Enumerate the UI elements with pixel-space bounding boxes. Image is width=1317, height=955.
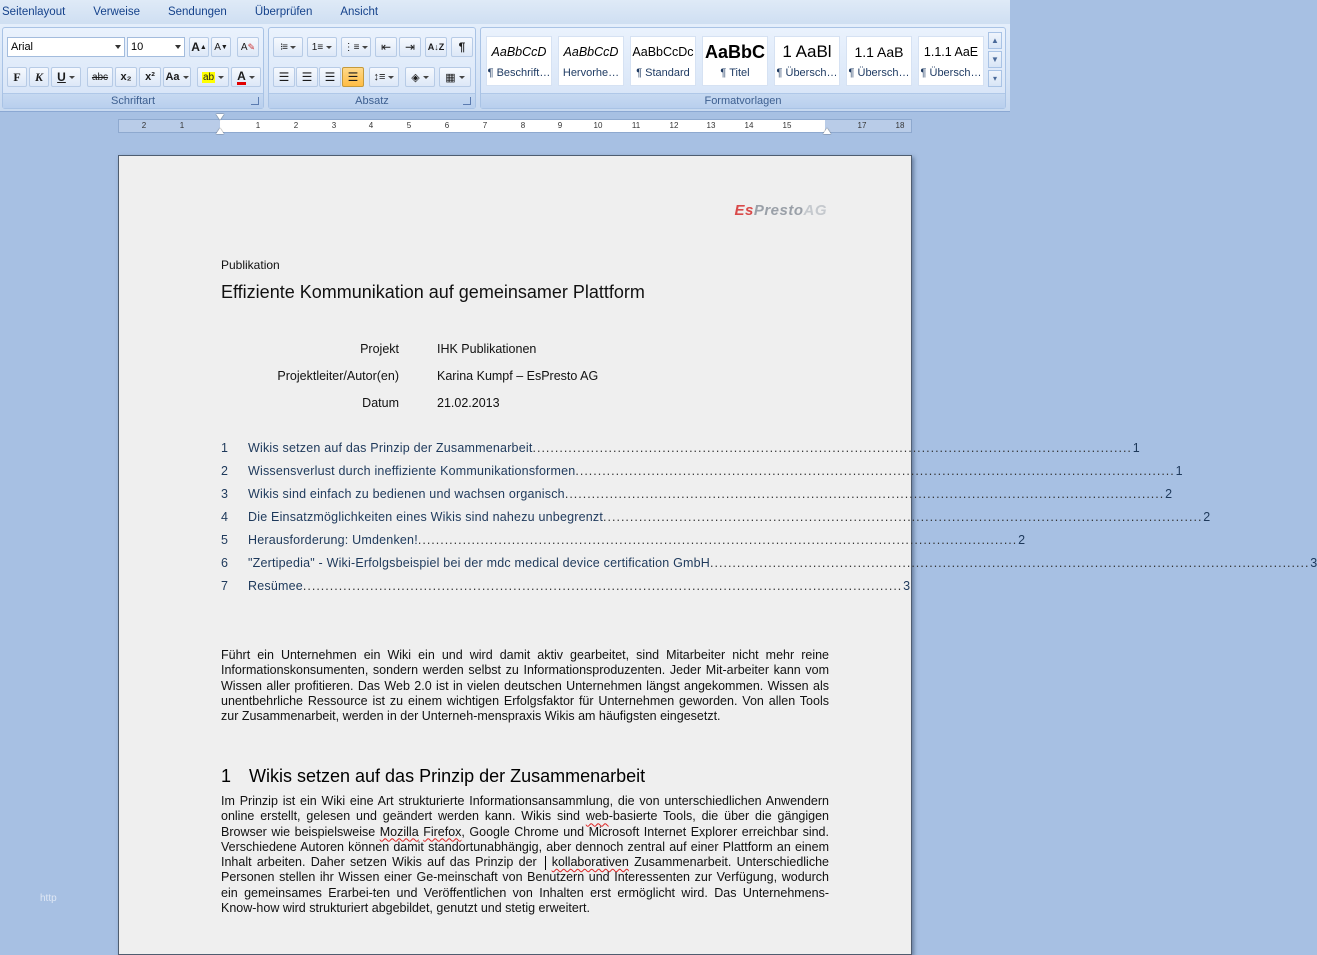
style-tile-ueberschrift-3[interactable] bbox=[918, 36, 984, 86]
body-text: -basierte Tools, die über die gängigen Browser wie beispielsweise bbox=[221, 809, 829, 839]
logo-part-ag: AG bbox=[803, 202, 827, 219]
styles-group bbox=[480, 27, 1006, 109]
intro-paragraph: Führt ein Unternehmen ein Wiki ein und wird damit aktiv gearbeitet, sind Mitarbeiter nicht mehr reine Informationskonsumenten, sondern werden selbst zu Informationsproduzenten. Jeder Mit-arbeiter kann vom Wissen aller profitieren. Das Web 2.0 ist in vielen deutschen Unternehmen längst angekommen. Wissen als unentbehrliche Ressource ist zu einem wichtigen Erfolgsfaktor für Unternehmen geworden. Von allen Tools zur Zusammenarbeit, werden in der Unterneh-menspraxis Wikis am häufigsten eingesetzt. bbox=[221, 648, 829, 724]
section-1-body bbox=[221, 794, 829, 916]
chevron-down-icon bbox=[459, 76, 465, 79]
ruler-tick: 10 bbox=[593, 121, 603, 130]
ruler-tick: 5 bbox=[406, 121, 412, 130]
chevron-down-icon bbox=[218, 76, 224, 79]
body-text: Im Prinzip ist ein Wiki eine Art strukturierte Informationsansammlung, die von unterschiedlichen Anwendern online erstellt, gelesen und geändert werden kann. Wikis sind bbox=[221, 794, 829, 824]
grow-font-button[interactable]: A ▲ bbox=[189, 37, 209, 57]
section-title: Wikis setzen auf das Prinzip der Zusammenarbeit bbox=[249, 766, 646, 786]
toc-leader: ...................................................................................................................................... bbox=[302, 579, 903, 593]
toc-entry-5[interactable] bbox=[221, 533, 1026, 551]
align-center-button[interactable] bbox=[296, 67, 318, 87]
dialog-launcher-icon[interactable] bbox=[251, 97, 259, 105]
align-right-icon: ☰ bbox=[324, 70, 336, 84]
style-tile-hervorhebung[interactable] bbox=[558, 36, 624, 86]
spellcheck-word[interactable]: Mozilla bbox=[379, 824, 419, 839]
decrease-indent-icon: ⇤ bbox=[380, 40, 392, 54]
style-tile-titel[interactable] bbox=[702, 36, 768, 86]
ruler-tick: 12 bbox=[669, 121, 679, 130]
strikethrough-icon: abc bbox=[91, 71, 109, 83]
body-text: Zusammenarbeit. Unterschiedliche Personen stellen ihr Wissen einer Ge-meinschaft von Benutzern und Interessenten zur Verfügung, wodurch ein gemeinsames Erarbei-ten und Veröffentlichen von Inhalten erst ermöglicht wird. Das Unternehmens-Know-how wird strukturiert abgebildet, genutzt und stetig erweitert. bbox=[221, 855, 829, 916]
toc-entry-2[interactable] bbox=[221, 464, 1183, 482]
ruler-tick: 3 bbox=[331, 121, 337, 130]
style-name: ¶ Übersch… bbox=[776, 67, 838, 79]
shrink-font-button[interactable]: A ▼ bbox=[211, 37, 231, 57]
toc-number: 3 bbox=[221, 487, 229, 501]
chevron-down-icon bbox=[249, 76, 255, 79]
ribbon-tab-bar bbox=[0, 0, 1010, 24]
chevron-down-icon bbox=[183, 76, 189, 79]
ruler-tick: 7 bbox=[482, 121, 488, 130]
chevron-down-icon bbox=[175, 45, 181, 49]
style-name: ¶ Übersch… bbox=[848, 67, 910, 79]
align-right-button[interactable] bbox=[319, 67, 341, 87]
style-sample: 1.1 AaB bbox=[854, 44, 904, 60]
ruler-tick: 18 bbox=[895, 121, 905, 130]
borders-button[interactable] bbox=[439, 67, 471, 87]
toc-text: Wikis sind einfach zu bedienen und wachsen organisch bbox=[248, 487, 565, 501]
toc-number: 2 bbox=[221, 464, 229, 478]
text-cursor bbox=[545, 856, 547, 870]
numbering-button[interactable] bbox=[307, 37, 337, 57]
ruler-tick: 8 bbox=[520, 121, 526, 130]
toc-number: 5 bbox=[221, 533, 229, 547]
underline-button[interactable] bbox=[51, 67, 81, 87]
chevron-down-icon bbox=[115, 45, 121, 49]
tab-ueberpruefen[interactable]: Überprüfen bbox=[254, 6, 313, 18]
ruler-tick: 4 bbox=[368, 121, 374, 130]
chevron-down-icon bbox=[290, 46, 296, 49]
toc-entry-3[interactable] bbox=[221, 487, 1173, 505]
section-heading-1 bbox=[221, 766, 645, 787]
meta-value: 21.02.2013 bbox=[437, 396, 500, 410]
toc-text: Resümee bbox=[248, 579, 303, 593]
logo-part-presto: Presto bbox=[753, 202, 804, 219]
meta-key: Datum bbox=[362, 396, 399, 410]
clear-formatting-icon: A bbox=[240, 41, 248, 53]
tab-verweise[interactable]: Verweise bbox=[93, 6, 140, 18]
justify-icon: ☰ bbox=[347, 70, 359, 84]
ruler-tick: 13 bbox=[706, 121, 716, 130]
toc-entry-6[interactable] bbox=[221, 556, 1317, 574]
ruler-tick: 1 bbox=[255, 121, 261, 130]
chevron-down-icon bbox=[362, 46, 368, 49]
increase-indent-button[interactable] bbox=[399, 37, 421, 57]
ruler-tick: 2 bbox=[141, 121, 147, 130]
horizontal-ruler[interactable] bbox=[118, 119, 912, 133]
bold-button[interactable] bbox=[7, 67, 27, 87]
shrink-font-icon: A bbox=[214, 41, 221, 53]
gallery-more-icon[interactable]: ▾ bbox=[988, 70, 1002, 87]
toc-page: 2 bbox=[1203, 510, 1211, 524]
toc-text: Wikis setzen auf das Prinzip der Zusammenarbeit bbox=[248, 441, 533, 455]
italic-button[interactable] bbox=[29, 67, 49, 87]
document-title: Effiziente Kommunikation auf gemeinsamer Plattform bbox=[221, 282, 645, 302]
numbered-list-icon: 1≡ bbox=[311, 41, 324, 53]
toc-page: 3 bbox=[1310, 556, 1317, 570]
toc-entry-4[interactable] bbox=[221, 510, 1211, 528]
clear-formatting-button[interactable]: A ✎ bbox=[237, 37, 259, 57]
font-size-combo[interactable] bbox=[127, 37, 185, 57]
ruler-tick: 1 bbox=[179, 121, 185, 130]
spellcheck-word[interactable]: web bbox=[585, 809, 609, 824]
ruler-tick: 11 bbox=[631, 121, 641, 130]
paragraph-group-label: Absatz bbox=[269, 93, 475, 108]
style-sample: AaBbCcD bbox=[491, 45, 547, 59]
toc-page: 3 bbox=[903, 579, 911, 593]
toc-leader: ...................................................................................................................................... bbox=[575, 464, 1175, 478]
align-center-icon: ☰ bbox=[301, 70, 313, 84]
change-case-button[interactable] bbox=[163, 67, 191, 87]
toc-leader: ...................................................................................................................................... bbox=[603, 510, 1203, 524]
show-formatting-button[interactable] bbox=[451, 37, 473, 57]
toc-text: Wissensverlust durch ineffiziente Kommunikationsformen bbox=[248, 464, 576, 478]
increase-indent-icon: ⇥ bbox=[404, 40, 416, 54]
chevron-down-icon bbox=[69, 76, 75, 79]
toc-page: 2 bbox=[1018, 533, 1026, 547]
sidebar-http-label: http bbox=[40, 893, 57, 904]
style-tile-ueberschrift-1[interactable] bbox=[774, 36, 840, 86]
style-name: ¶ Übersch… bbox=[920, 67, 982, 79]
toc-page: 2 bbox=[1165, 487, 1173, 501]
style-tile-beschriftung[interactable] bbox=[486, 36, 552, 86]
toc-leader: ...................................................................................................................................... bbox=[564, 487, 1165, 501]
ruler-tick: 2 bbox=[293, 121, 299, 130]
multilevel-list-button[interactable] bbox=[341, 37, 371, 57]
style-sample: AaBbCcD bbox=[563, 45, 619, 59]
paint-bucket-icon: ◈ bbox=[411, 71, 420, 84]
toc-entry-1[interactable] bbox=[221, 441, 1140, 459]
style-tile-standard[interactable] bbox=[630, 36, 696, 86]
strikethrough-button[interactable] bbox=[87, 67, 113, 87]
font-size-value: 10 bbox=[131, 41, 144, 53]
toc-number: 6 bbox=[221, 556, 229, 570]
spellcheck-word[interactable]: Firefox bbox=[423, 824, 462, 839]
spellcheck-word[interactable]: kollaborativen bbox=[551, 855, 629, 870]
meta-key: Projekt bbox=[360, 342, 399, 356]
logo-part-es: Es bbox=[734, 202, 754, 219]
espresto-logo bbox=[734, 202, 827, 219]
toc-number: 1 bbox=[221, 441, 229, 455]
align-left-button[interactable] bbox=[273, 67, 295, 87]
font-color-icon: A bbox=[237, 68, 246, 83]
justify-button[interactable] bbox=[342, 67, 364, 87]
bold-icon: F bbox=[13, 69, 21, 84]
first-line-indent-marker[interactable] bbox=[216, 114, 224, 120]
toc-leader: ...................................................................................................................................... bbox=[532, 441, 1132, 455]
superscript-icon: x² bbox=[145, 71, 155, 83]
change-case-icon: Aa bbox=[165, 71, 180, 83]
ruler-left-margin bbox=[119, 120, 220, 132]
sort-az-icon: A↓Z bbox=[427, 42, 445, 52]
chevron-down-icon bbox=[388, 76, 394, 79]
superscript-button[interactable] bbox=[139, 67, 161, 87]
gallery-scroll-up-icon[interactable]: ▲ bbox=[988, 32, 1002, 49]
toc-entry-7[interactable] bbox=[221, 579, 911, 597]
ruler-tick: 15 bbox=[782, 121, 792, 130]
toc-text: "Zertipedia" - Wiki-Erfolgsbeispiel bei der mdc medical device certification GmbH bbox=[248, 556, 711, 570]
bullets-button[interactable] bbox=[273, 37, 303, 57]
toc-leader: ...................................................................................................................................... bbox=[710, 556, 1310, 570]
document-page[interactable] bbox=[118, 155, 1317, 955]
bullet-list-icon: ⁝≡ bbox=[279, 41, 287, 53]
ruler-tick: 14 bbox=[744, 121, 754, 130]
toc-page: 1 bbox=[1132, 441, 1140, 455]
line-spacing-icon: ↕≡ bbox=[373, 71, 386, 83]
font-color-button[interactable] bbox=[231, 67, 261, 87]
border-grid-icon: ▦ bbox=[445, 71, 456, 84]
style-sample: 1 AaBl bbox=[782, 42, 832, 61]
ribbon bbox=[0, 24, 1010, 112]
font-name-combo[interactable] bbox=[7, 37, 125, 57]
tab-ansicht[interactable]: Ansicht bbox=[340, 6, 379, 18]
meta-value: Karina Kumpf – EsPresto AG bbox=[437, 369, 599, 383]
decrease-indent-button[interactable] bbox=[375, 37, 397, 57]
toc-number: 7 bbox=[221, 579, 229, 593]
style-sample: AaBbCcDc bbox=[632, 45, 694, 59]
chevron-down-icon bbox=[326, 46, 332, 49]
align-left-icon: ☰ bbox=[278, 70, 290, 84]
style-name: ¶ Titel bbox=[720, 67, 750, 79]
toc-text: Herausforderung: Umdenken! bbox=[248, 533, 418, 547]
hanging-indent-marker[interactable] bbox=[216, 128, 224, 134]
pilcrow-icon: ¶ bbox=[458, 40, 466, 54]
body-text: , Google Chrome und Microsoft Internet Explorer erreichbar sind. Verschiedene Autoren können damit standortunabhängig, aber dennoch zentral auf einer Plattform an einem Inhalt arbeiten. Daher setzen Wikis auf das Prinzip der bbox=[221, 824, 829, 870]
sort-button[interactable] bbox=[425, 37, 447, 57]
highlight-button[interactable] bbox=[197, 67, 229, 87]
line-spacing-button[interactable] bbox=[369, 67, 399, 87]
ruler-tick: 9 bbox=[557, 121, 563, 130]
style-name: Hervorhe… bbox=[562, 67, 620, 79]
style-name: ¶ Beschrift… bbox=[487, 67, 551, 79]
ruler-area bbox=[0, 113, 1010, 139]
toc-text: Die Einsatzmöglichkeiten eines Wikis sind nahezu unbegrenzt bbox=[248, 510, 604, 524]
ruler-tick: 6 bbox=[444, 121, 450, 130]
right-indent-marker[interactable] bbox=[823, 128, 831, 134]
paragraph-group bbox=[268, 27, 476, 109]
toc-page: 1 bbox=[1175, 464, 1183, 478]
tab-sendungen[interactable]: Sendungen bbox=[167, 6, 227, 18]
toc-leader: ...................................................................................................................................... bbox=[417, 533, 1018, 547]
chevron-down-icon bbox=[423, 76, 429, 79]
style-name: ¶ Standard bbox=[636, 67, 690, 79]
font-group-label: Schriftart bbox=[3, 93, 263, 108]
style-sample: 1.1.1 AaE bbox=[923, 45, 979, 59]
shading-button[interactable] bbox=[405, 67, 435, 87]
multilevel-list-icon: ⋮≡ bbox=[343, 41, 360, 53]
style-tile-ueberschrift-2[interactable] bbox=[846, 36, 912, 86]
subscript-icon: x₂ bbox=[120, 71, 132, 83]
gallery-scroll-down-icon[interactable]: ▼ bbox=[988, 51, 1002, 68]
underline-icon: U bbox=[57, 70, 66, 84]
document-kicker: Publikation bbox=[221, 258, 280, 272]
font-group bbox=[2, 27, 264, 109]
section-number: 1 bbox=[221, 766, 232, 786]
tab-seitenlayout[interactable]: Seitenlayout bbox=[2, 6, 66, 18]
subscript-button[interactable] bbox=[115, 67, 137, 87]
grow-font-icon: A bbox=[191, 40, 200, 54]
highlighter-icon: ab bbox=[202, 71, 215, 83]
font-name-value: Arial bbox=[11, 41, 34, 53]
dialog-launcher-icon[interactable] bbox=[463, 97, 471, 105]
italic-icon: K bbox=[34, 69, 43, 84]
ruler-tick: 17 bbox=[857, 121, 867, 130]
toc-number: 4 bbox=[221, 510, 229, 524]
meta-key: Projektleiter/Autor(en) bbox=[277, 369, 399, 383]
style-sample: AaBbC bbox=[704, 41, 765, 62]
styles-group-label: Formatvorlagen bbox=[481, 93, 1005, 108]
meta-value: IHK Publikationen bbox=[437, 342, 537, 356]
